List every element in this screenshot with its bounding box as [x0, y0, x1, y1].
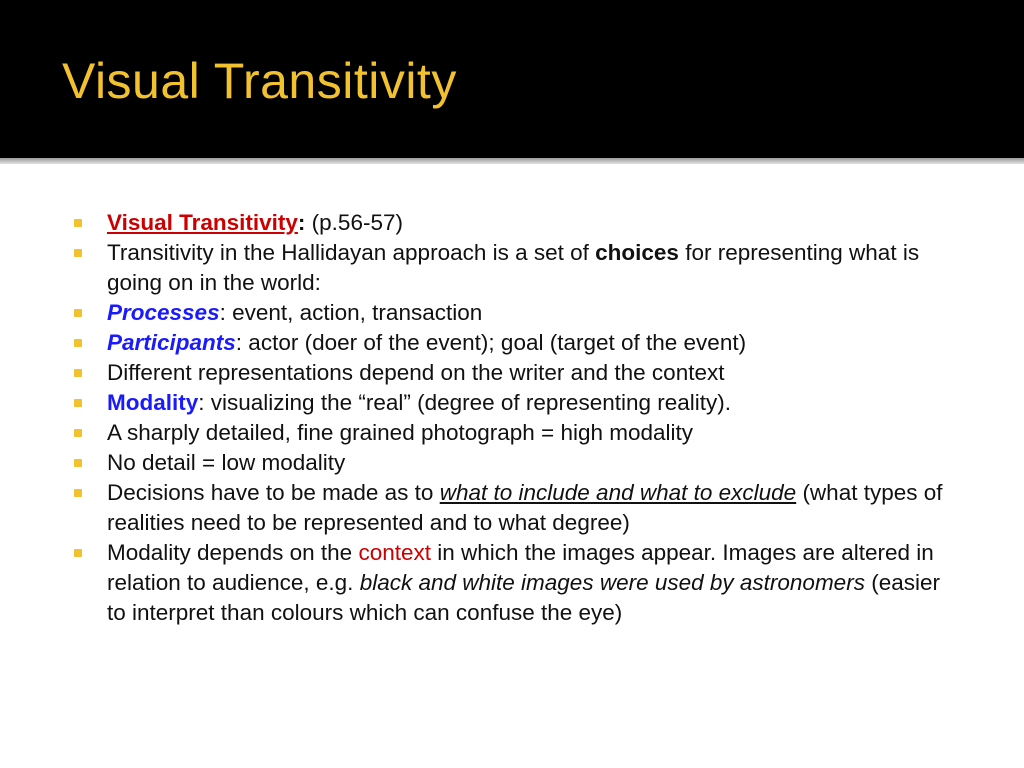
term-processes: Processes: [107, 300, 220, 325]
term-modality: Modality: [107, 390, 199, 415]
square-bullet-icon: [74, 429, 82, 437]
square-bullet-icon: [74, 549, 82, 557]
square-bullet-icon: [74, 309, 82, 317]
list-item: [74, 238, 954, 298]
square-bullet-icon: [74, 249, 82, 257]
item-text: : visualizing the “real” (degree of representing reality).: [198, 390, 732, 415]
square-bullet-icon: [74, 489, 82, 497]
square-bullet-icon: [74, 369, 82, 377]
square-bullet-icon: [74, 219, 82, 227]
emphasis-astronomers: black and white images were used by astronomers: [359, 570, 865, 595]
item-text: Decisions have to be made as to: [107, 480, 440, 505]
keyword-choices: choices: [595, 240, 679, 265]
emphasis-include-exclude: what to include and what to exclude: [439, 480, 797, 505]
square-bullet-icon: [74, 339, 82, 347]
list-item: [74, 538, 954, 628]
list-item: [74, 328, 954, 358]
slide-title: Visual Transitivity: [62, 53, 457, 109]
item-text: Modality depends on the: [107, 540, 359, 565]
item-text: A sharply detailed, fine grained photograph = high modality: [107, 420, 694, 445]
page-reference: (p.56-57): [305, 210, 403, 235]
item-text: No detail = low modality: [107, 450, 346, 475]
item-text: : actor (doer of the event); goal (target of the event): [235, 330, 747, 355]
title-divider: [0, 158, 1024, 164]
list-item: [74, 418, 954, 448]
square-bullet-icon: [74, 459, 82, 467]
bullet-list: [74, 208, 954, 628]
term-colon: :: [297, 210, 306, 235]
keyword-context: context: [358, 540, 431, 565]
item-text: in which the images appear. Images are altered in relation to audience, e.g.: [107, 540, 934, 595]
item-text: : event, action, transaction: [219, 300, 483, 325]
item-text: Different representations depend on the writer and the context: [107, 360, 725, 385]
term-visual-transitivity: Visual Transitivity: [107, 210, 298, 235]
list-item: [74, 478, 954, 538]
list-item: [74, 448, 954, 478]
item-text: for representing what is going on in the world:: [107, 240, 920, 295]
list-item: [74, 358, 954, 388]
list-item: [74, 208, 954, 238]
term-participants: Participants: [107, 330, 236, 355]
item-text: (easier to interpret than colours which can confuse the eye): [107, 570, 940, 625]
title-band: [0, 0, 1024, 158]
item-text: (what types of realities need to be represented and to what degree): [107, 480, 943, 535]
square-bullet-icon: [74, 399, 82, 407]
item-text: Transitivity in the Hallidayan approach is a set of: [107, 240, 596, 265]
list-item: [74, 388, 954, 418]
list-item: [74, 298, 954, 328]
